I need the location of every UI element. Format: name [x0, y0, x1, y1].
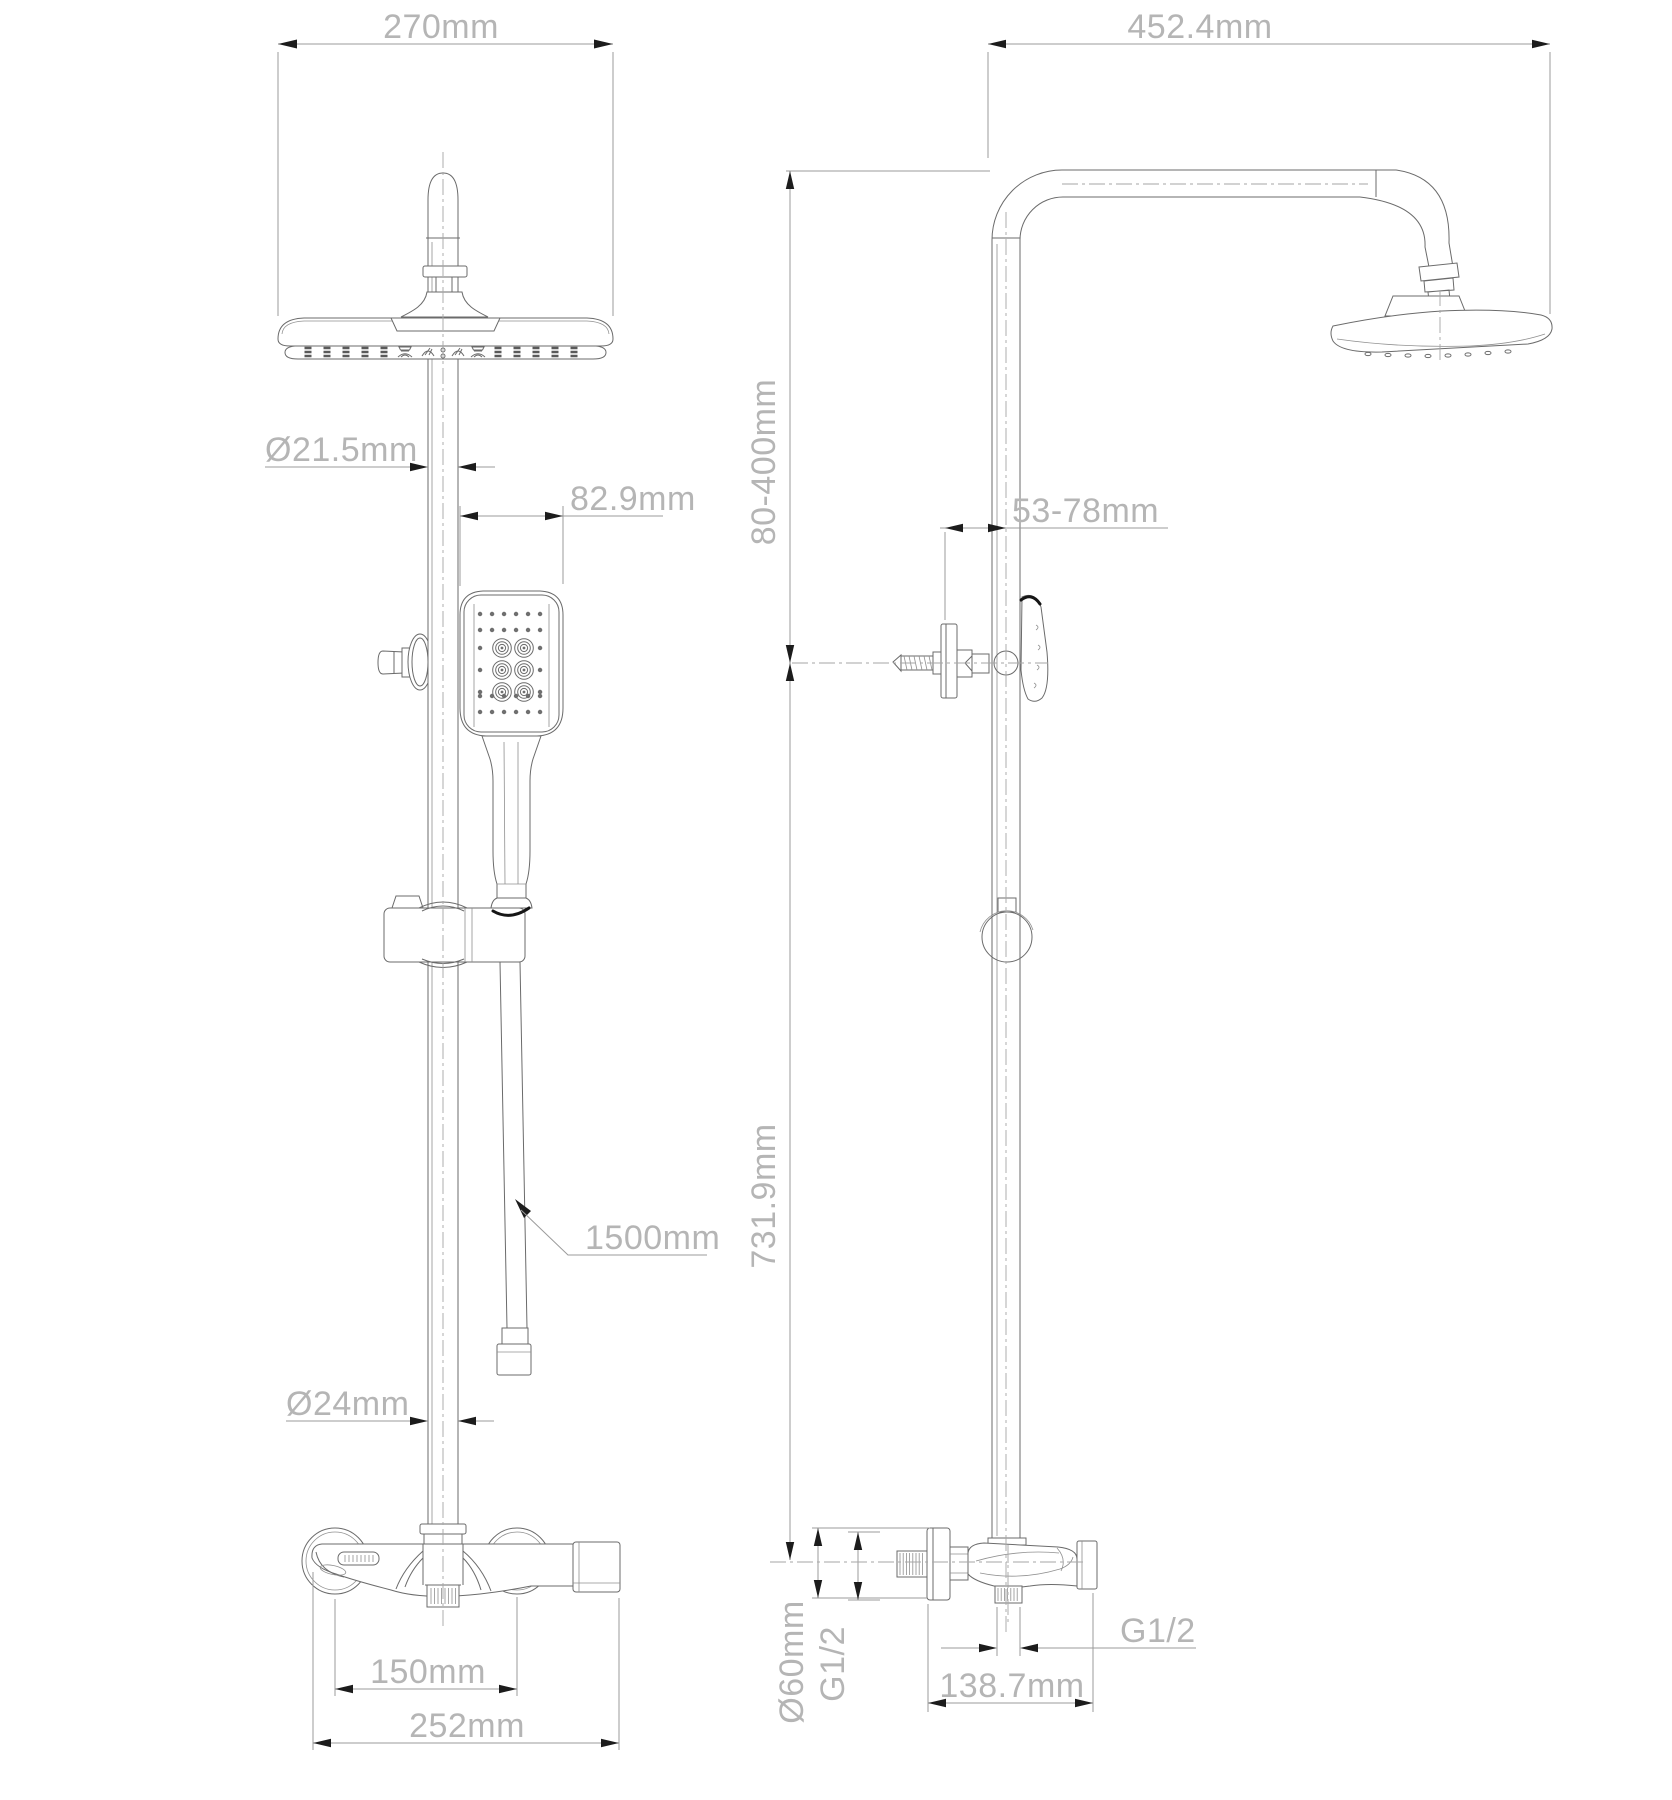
dim-arm-projection-label: 452.4mm: [1127, 8, 1273, 46]
slider-holder-side: [980, 898, 1033, 962]
rain-shower-head-front: [278, 318, 613, 359]
mixer-front: [302, 1524, 620, 1607]
side-view: [745, 8, 1552, 1724]
dim-riser-diameter-label: Ø21.5mm: [265, 431, 418, 469]
front-view: [265, 8, 720, 1750]
dim-mixer-width-label: 252mm: [409, 1707, 525, 1745]
hand-shower-front: [460, 591, 563, 898]
dim-spout-center-label: 150mm: [370, 1653, 486, 1691]
dim-rail-diameter-label: Ø24mm: [286, 1385, 410, 1423]
riser-pipe-side: [992, 170, 1459, 1538]
dim-lower-height: [745, 663, 794, 1560]
dim-outlet-thread-label: G1/2: [1120, 1612, 1196, 1650]
dim-mixer-depth-label: 138.7mm: [939, 1667, 1085, 1705]
mixer-side: [897, 1528, 1097, 1603]
dim-mixer-depth: [928, 1593, 1093, 1712]
dim-handshower-width-label: 82.9mm: [570, 480, 696, 518]
dim-inlet-thread-label: G1/2: [814, 1626, 852, 1702]
dim-upper-height-label: 80-400mm: [745, 378, 783, 546]
dim-lower-height-label: 731.9mm: [745, 1123, 783, 1269]
dim-hose-length: [515, 1199, 720, 1257]
dim-hose-length-label: 1500mm: [585, 1219, 721, 1257]
dim-outlet-thread: [941, 1607, 1196, 1656]
dim-head-width-label: 270mm: [383, 8, 499, 46]
dim-handshower-width: [460, 480, 696, 586]
shower-hose: [497, 962, 531, 1375]
dim-rail-diameter: [286, 1385, 494, 1425]
dim-riser-diameter: [265, 431, 495, 471]
dim-flange-diameter-label: Ø60mm: [773, 1600, 811, 1724]
dim-inlet-thread: [814, 1532, 880, 1702]
wall-bracket-side: [893, 595, 1048, 701]
dim-arm-projection: [988, 8, 1550, 314]
dim-upper-height: [745, 171, 990, 663]
dim-spout-center: [335, 1597, 517, 1696]
wall-bracket-front: [378, 634, 432, 690]
head-connector: [401, 266, 488, 317]
centerlines-side: [770, 184, 1440, 1632]
dim-wall-clearance: [940, 492, 1168, 620]
rain-shower-head-side: [1331, 296, 1552, 358]
dim-wall-clearance-label: 53-78mm: [1012, 492, 1160, 530]
